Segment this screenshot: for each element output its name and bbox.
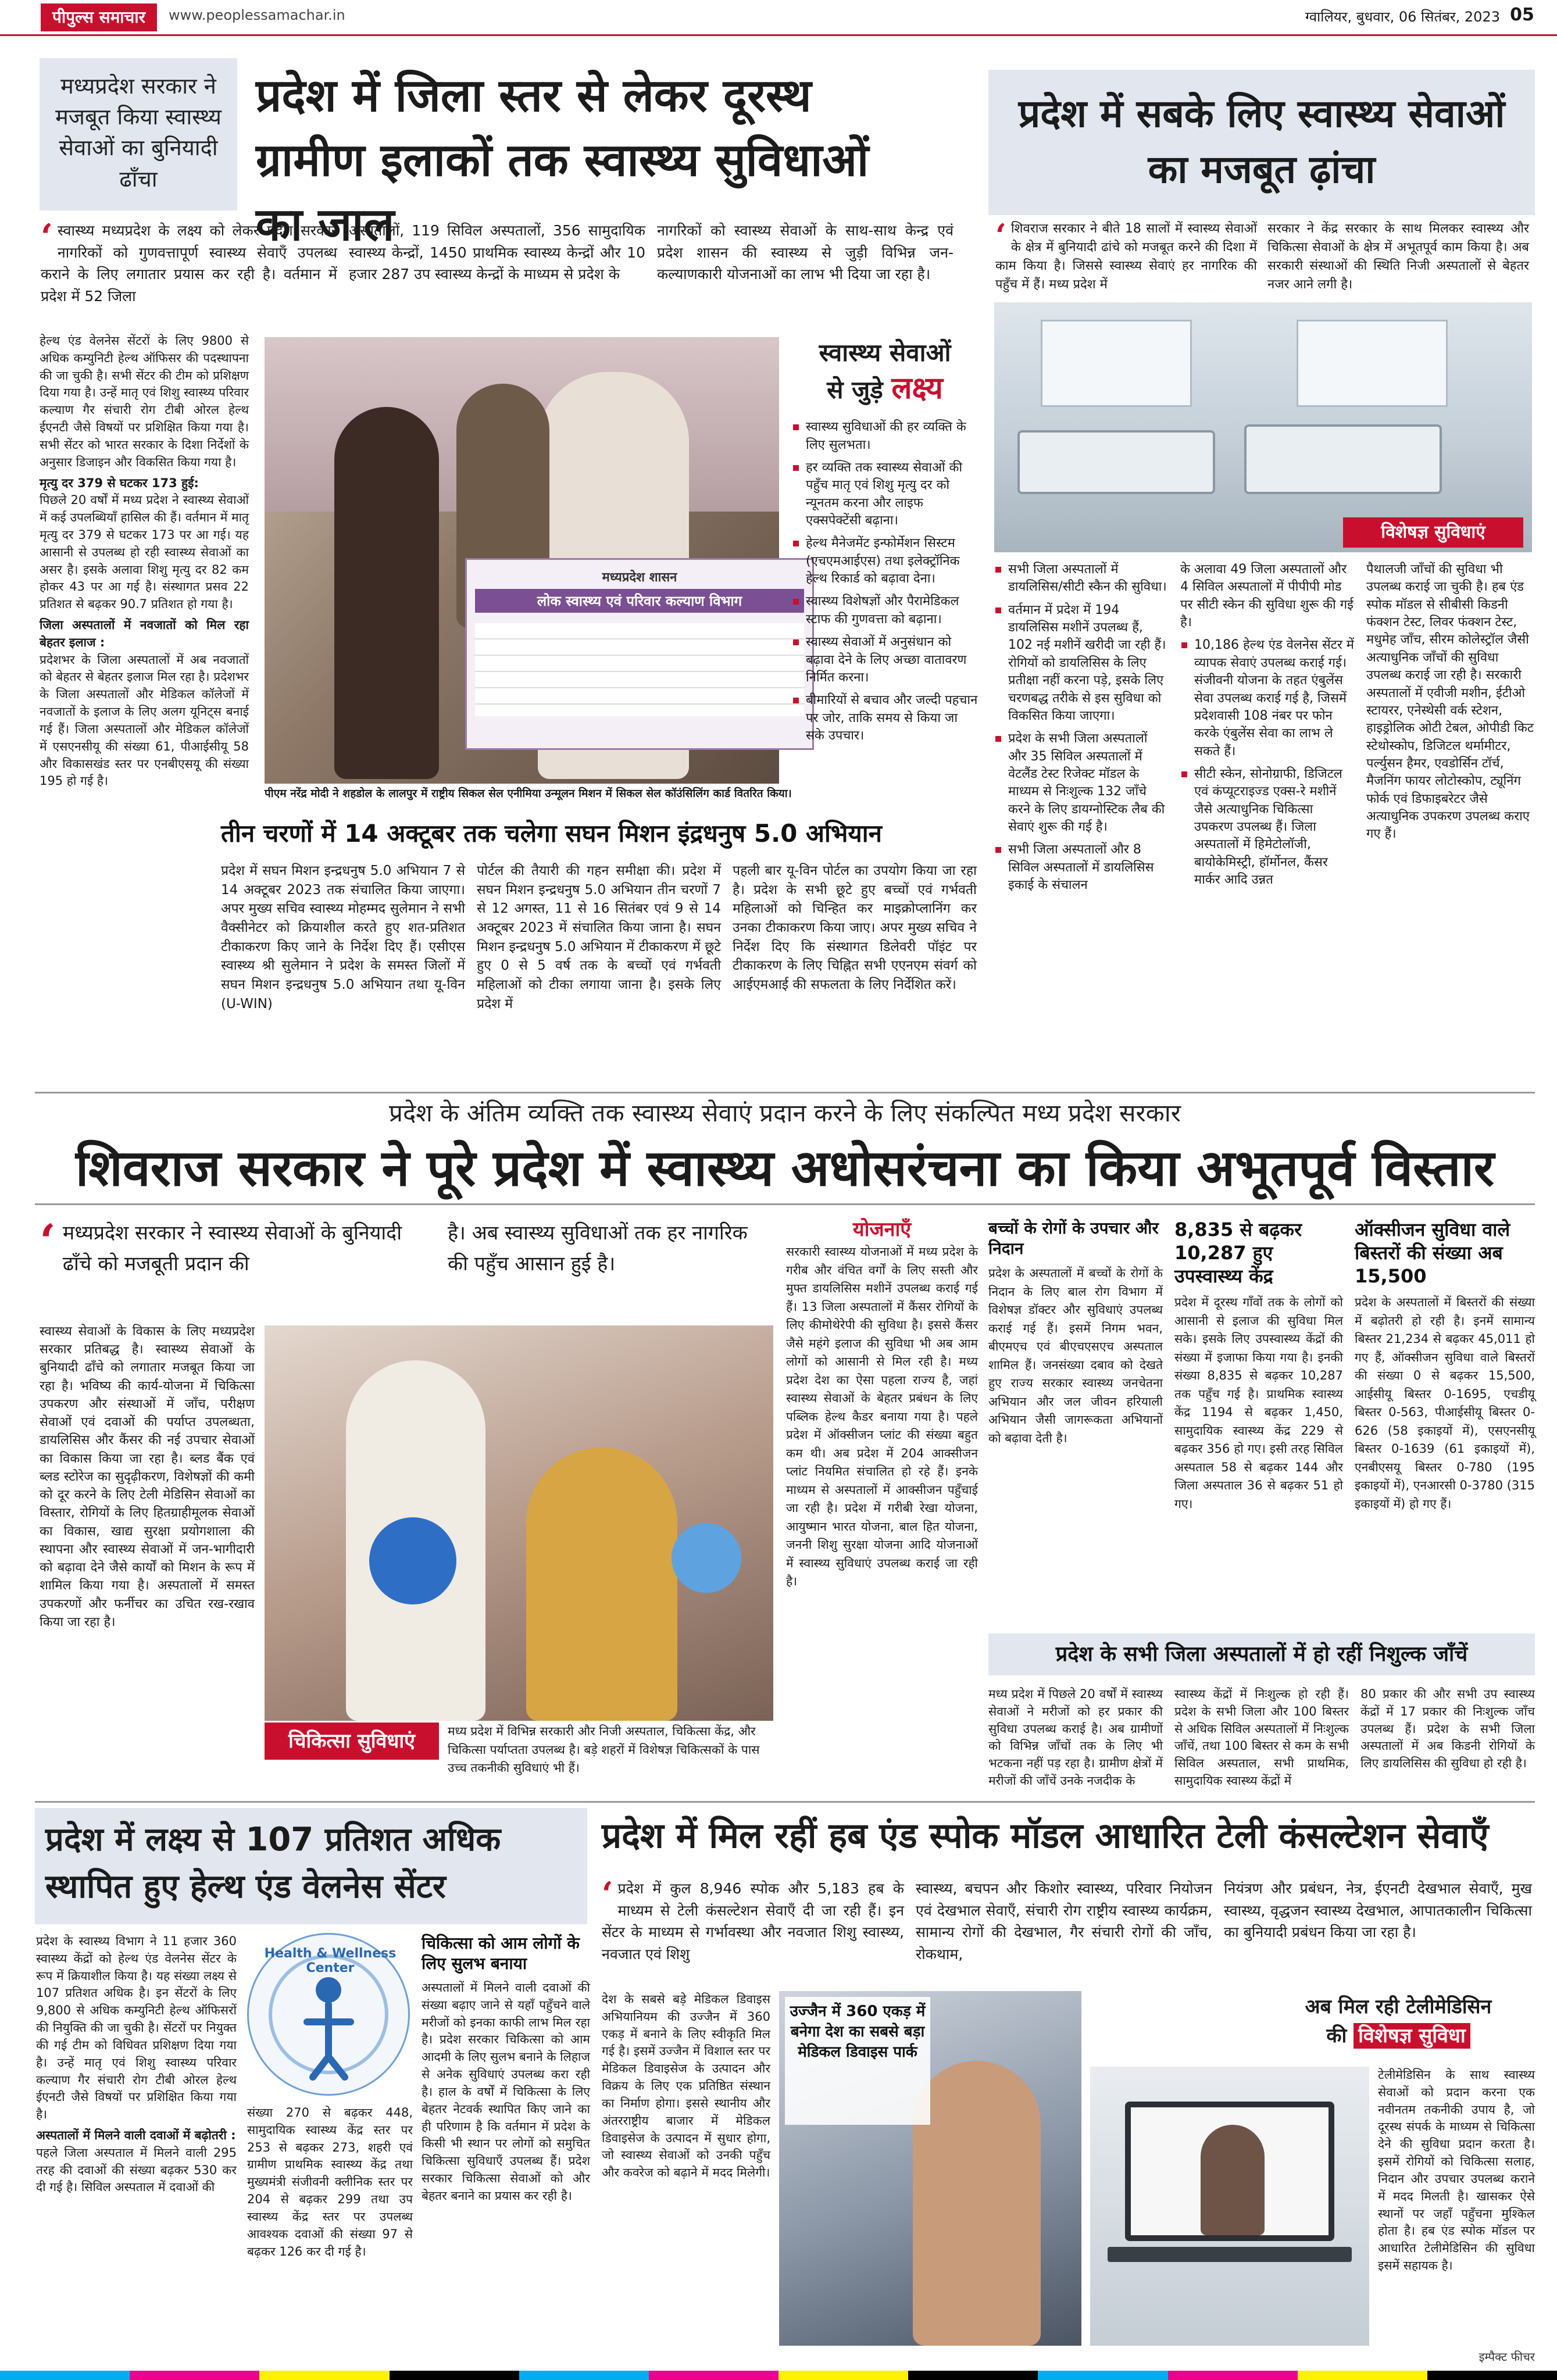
goals-title-prefix: से जुड़े	[827, 375, 883, 404]
wellness-body-h1: अस्पतालों में मिलने वाली दवाओं में बढ़ोतरी :	[36, 2128, 236, 2142]
right-top-col2-intro: के अलावा 49 जिला अस्पतालों और 4 सिविल अस्पतालों में पीपीपी मोड पर सीटी स्केन की सुविधा शुरू की गई है।	[1180, 562, 1354, 630]
subcenters-box	[1174, 1218, 1343, 1625]
list-item: प्रदेश के सभी जिला अस्पतालों और 35 सिविल अस्पतालों में वेटलैंड टेस्ट रिजेक्ट मॉडल के माध्यम से निःशुल्क 132 जाँचे करने के लिए डायग्नोस्टिक लैब की सेवाएं शुरू की गई है।	[994, 730, 1169, 836]
oxygen-box	[1355, 1218, 1535, 1625]
footer-credit: इम्पैक्ट फीचर	[1479, 2350, 1535, 2364]
article2-body: स्वास्थ्य सेवाओं के विकास के लिए मध्यप्रदेश सरकार प्रतिबद्ध है। स्वास्थ्य सेवाओं के बुनियादी ढाँचे को लगातार मजबूत किया जा रहा है। भविष्य की कार्य-योजना में चिकित्सा उपकरण और संस्थाओं में जाँच, परीक्षण सेवाओं एवं दवाओं की पर्याप्त उपलब्धता, डायलिसिस और कैंसर की नई उपचार सेवाओं का विकास किया जा रहा है। ब्लड बैंक एवं ब्लड स्टोरेज का सुदृढ़ीकरण, विशेषज्ञों की कमी को दूर करने के लिए टेली मेडिसिन सेवाओं का विस्तार, रोगियों के लिए हितग्राहीमूलक सेवाओं का विकास, खाद्य सुरक्षा प्रयोगशाला की स्थापना और स्वास्थ्य सेवाओं में जन-भागीदारी को बढ़ावा देने जैसे कार्यों को मिशन के रूप में शामिल किया गया है। अस्पतालों में समस्त उपकरणों और फर्नीचर का उचित रख-रखाव किया जा रहा है।	[40, 1324, 255, 1629]
free-tests-col1: मध्य प्रदेश में पिछले 20 वर्षों में स्वास्थ्य सेवाओं ने मरीजों को हर प्रकार की सुविधा उपलब्ध कराई है। अब ग्रामीणों को विभिन्न जाँचों तक के लिए भी भटकना नहीं पड़ रहा है। ग्रामीण क्षेत्रों में मरीजों की जाँचें उनके नजदीक के	[988, 1687, 1163, 1788]
device-park-photo	[779, 1991, 1081, 2346]
list-item: स्वास्थ्य सेवाओं में अनुसंधान को बढ़ावा देने के लिए अच्छा वातावरण निर्मित करना।	[792, 634, 978, 687]
color-registration-strip	[0, 2371, 1557, 2380]
right-top-lead-col1: ‘ शिवराज सरकार ने बीते 18 सालों में स्वास्थ्य सेवाओं के क्षेत्र में बुनियादी ढांचे को मजबूत करने की दिशा में काम किया है। जिससे स्वास्थ्य सेवाएं हर नागरिक की पहुँच में हैं। मध्य प्रदेश में	[995, 217, 1257, 292]
article1-body-h2: जिला अस्पतालों में नवजातों को मिल रहा बेहतर इलाज :	[40, 618, 249, 649]
balloon	[672, 1523, 741, 1593]
telecon-lead-col2: स्वास्थ्य, बचपन और किशोर स्वास्थ्य, परिवार नियोजन एवं देखभाल सेवाएँ, संचारी रोग राष्ट्रीय स्वास्थ्य कार्यक्रम, सामान्य रोगों की देखभाल, गैर संचारी रोगों की जाँच, रोकथाम,	[916, 1880, 1212, 1963]
ward-window	[1297, 320, 1448, 407]
goals-title-line1: स्वास्थ्य सेवाओं	[819, 338, 951, 367]
children-title: बच्चों के रोगों के उपचार और निदान	[988, 1218, 1159, 1258]
masthead	[0, 0, 1557, 36]
right-top-headline: प्रदेश में सबके लिए स्वास्थ्य सेवाओं का मजबूत ढ़ांचा	[1018, 91, 1505, 192]
laptop-screen	[1125, 2102, 1334, 2241]
card-lines	[475, 623, 804, 716]
laptop-photo	[1090, 2067, 1369, 2346]
subcenters-body: प्रदेश में दूरस्थ गाँवों तक के लोगों को आसानी से इलाज की सुविधा मिल सके। इसके लिए उपस्वास्थ्य केंद्रों की संख्या में इजाफा किया गया है। इनकी संख्या 8,835 से बढ़कर 10,287 तक पहुँच गई है। प्राथमिक स्वास्थ्य केंद्र 1194 से बढ़कर 1,450, सामुदायिक स्वास्थ्य केंद्र 229 से बढ़कर 356 हो गए। इसी तरह सिविल अस्पताल 58 से बढ़कर 144 और जिला अस्पताल 36 से बढ़कर 51 हो गए।	[1174, 1295, 1343, 1511]
sickle-cell-card	[465, 558, 814, 750]
telemedicine-title-prefix: की	[1326, 2024, 1347, 2048]
article1-lead-col2: अस्पतालों, 119 सिविल अस्पतालों, 356 सामुदायिक स्वास्थ्य केन्द्रों, 1450 प्राथमिक स्वास्थ्य केन्द्रों और 10 हजार 287 उप स्वास्थ्य केन्द्रों के माध्यम से प्रदेश के	[349, 222, 645, 283]
article1-lead-col3: नागरिकों को स्वास्थ्य सेवाओं के साथ-साथ केन्द्र एवं प्रदेश शासन की स्वास्थ्य से जुड़ी विभिन्न जन-कल्याणकारी योजनाओं का लाभ भी दिया जा रहा है।	[657, 222, 954, 283]
wellness-side-body: अस्पतालों में मिलने वाली दवाओं की संख्या बढ़ाए जाने से यहाँ पहुँचने वाले मरीजों को इनका काफी लाभ मिल रहा है। प्रदेश सरकार चिकित्सा को आम आदमी के लिए सुलभ बनाने के लिहाज से अनेक सुविधाएं उपलब्ध करा रही है। हाल के वर्षों में चिकित्सा के लिए बेहतर नेटवर्क स्थापित किए जाने का ही परिणाम है कि वर्तमान में प्रदेश के किसी भी स्थान पर लोगों को समुचित चिकित्सा सुविधाएँ उपलब्ध हैं। प्रदेश सरकार चिकित्सा सेवाओं को और बेहतर बनाने का प्रयास कर रही है।	[422, 1981, 590, 2203]
article1-body-p3: प्रदेशभर के जिला अस्पतालों में अब नवजातों को बेहतर से बेहतर इलाज मिल रहा है। प्रदेशभर के जिला अस्पतालों और मेडिकल कॉलेजों में नवजातों के इलाज के लिए अलग यूनिट्स बनाई गई हैं। जिला अस्पतालों और मेडिकल कॉलेजों में एसएनसीयू की संख्या 61, पीआईसीयू 58 और विकासखंड स्तर पर एनबीएसयू की संख्या 195 हो गई है।	[40, 652, 249, 788]
card-subtitle: लोक स्वास्थ्य एवं परिवार कल्याण विभाग	[475, 589, 804, 613]
article1-lead-col1: ‘ स्वास्थ्य मध्यप्रदेश के लक्ष्य को लेकर प्रदेश सरकार नागरिकों को गुणवत्तापूर्ण स्वास्थ्य सेवाएँ उपलब्ध कराने के लिए लगातार प्रयास कर रही है। वर्तमान में प्रदेश में 52 जिला	[41, 217, 337, 305]
wellness-logo	[247, 1933, 410, 2096]
laptop-base	[1108, 2247, 1352, 2262]
right-top-col2	[1180, 561, 1355, 1084]
balloon	[369, 1517, 456, 1604]
free-tests-col2: स्वास्थ्य केंद्रों में निःशुल्क हो रही हैं। प्रदेश के सभी जिला और 100 बिस्तर से अधिक सिविल अस्पतालों में निःशुल्क जाँचें, तथा 100 बिस्तर से कम के सभी सिविल अस्पताल, सभी प्राथमिक, सामुदायिक स्वास्थ्य केंद्रों में	[1174, 1687, 1349, 1788]
device-park-body: देश के सबसे बड़े मेडिकल डिवाइस अभियानियम की उज्जैन में 360 एकड़ में बनाने के लिए स्वीकृति मिल गई है। इसमें उज्जैन में विशाल स्तर पर मेडिकल डिवाइसेज के उत्पादन और विक्रय के लिए एक प्रतिष्ठित संस्थान का निर्माण होगा। इससे स्थानीय और अंतरराष्ट्रीय बाजार में मेडिकल डिवाइसेज के उत्पादन में सुधार होगा, जो स्वास्थ्य सेवाओं को उनकी पहुँच और कवरेज को बढ़ाने में मदद मिलेगी।	[602, 1992, 770, 2180]
dateline: ग्वालियर, बुधवार, 06 सितंबर, 2023	[1305, 9, 1500, 25]
website[interactable]: www.peoplessamachar.in	[169, 7, 345, 23]
page-number: 05	[1510, 5, 1534, 25]
telemedicine-body: टेलीमेडिसिन के साथ स्वास्थ्य सेवाओं को प्रदान करना एक नवीनतम तकनीकी उपाय है, जो दूरस्थ संपर्क के माध्यम से चिकित्सा देने की सुविधा प्रदान करता है। इसमें रोगियों को चिकित्सा सलाह, निदान और उपचार उपलब्ध कराने में मदद मिलती है। खासकर ऐसे स्थानों पर जहाँ पहुँचना मुश्किल होता है। हब एंड स्पोक मॉडल पर आधारित टेलीमेडिसिन की सुविधा इसमें सहायक है।	[1378, 2068, 1535, 2272]
list-item: सीटी स्केन, सोनोग्राफी, डिजिटल एवं कंप्यूटराइज्ड एक्स-रे मशीनें जैसे अत्याधुनिक चिकित्सा उपकरण उपलब्ध हैं। जिला अस्पतालों में हिमेटोलॉजी, बायोकेमिस्ट्री, हॉर्मोनल, कैंसर मार्कर आदि उन्नत	[1180, 766, 1355, 889]
divider	[35, 1092, 1535, 1093]
divider	[35, 1203, 1535, 1205]
children-box	[988, 1218, 1163, 1625]
pm-modi-photo-caption: पीएम नरेंद्र मोदी ने शहडोल के लालपुर में राष्ट्रीय सिकल सेल एनीमिया उन्मूलन मिशन में सिकल सेल कॉउंसिलिंग कार्ड वितरित किया।	[265, 787, 792, 800]
article1-body-h1: मृत्यु दर 379 से घटकर 173 हुई:	[40, 476, 199, 490]
telecon-headline: प्रदेश में मिल रहीं हब एंड स्पोक मॉडल आधारित टेली कंसल्टेशन सेवाएँ	[602, 1816, 1489, 1856]
specialist-facilities-tag: विशेषज्ञ सुविधाएं	[1343, 517, 1523, 548]
telemedicine-title-line1: अब मिल रही टेलीमेडिसिन	[1305, 1995, 1492, 2018]
person-silhouette	[334, 407, 439, 779]
article1-body-p1: हेल्थ एंड वेलनेस सेंटरों के लिए 9800 से अधिक कम्युनिटी हेल्थ ऑफिसर की पदस्थापना की जा चुकी है। सभी सेंटर की टीम को प्रशिक्षण दिया गया है। उन्हें मातृ एवं शिशु स्वास्थ्य परिवार कल्याण गैर संचारी रोग टीबी ओरल हेल्थ ईएनटी जैसे विषयों पर प्रशिक्षित किया गया है। सभी सेंटर को भारत सरकार के दिशा निर्देशों के अनुसार डिजाइन और विकसित किया गया है।	[40, 334, 249, 469]
subcenters-title: 8,835 से बढ़कर 10,287 हुए उपस्वास्थ्य केंद्र	[1174, 1218, 1302, 1287]
right-top-lead-col2: सरकार ने केंद्र सरकार के साथ मिलकर स्वास्थ्य और चिकित्सा सेवाओं के क्षेत्र में अभूतपूर्व काम किया है। अब सरकारी संस्थाओं की स्थिति निजी अस्पतालों से बेहतर नजर आने लगी है।	[1267, 221, 1529, 292]
telemedicine-title-line2	[1262, 2022, 1535, 2050]
goals-title-red: लक्ष्य	[891, 370, 943, 406]
free-tests-col3: 80 प्रकार की और सभी उप स्वास्थ्य केंद्रों में 17 प्रकार की निःशुल्क जाँच उपलब्ध हैं। प्रदेश के सभी जिला अस्पतालों में अब किडनी रोगियों के लिए डायलिसिस की सुविधा हो रही है।	[1360, 1687, 1535, 1771]
mission-col3: पहली बार यू-विन पोर्टल का उपयोग किया जा रहा है। प्रदेश के सभी छूटे हुए बच्चों एवं गर्भवती महिलाओं को चिन्हित कर माइक्रोप्लानिंग कर उनका टीकाकरण किया जाए। अपर मुख्य सचिव ने निर्देश दिए कि संस्थागत डिलेवरी पॉइंट पर टीकाकरण के लिए चिह्नित सभी एएनएम संवर्ग को आईएमआई की सफलता के लिए निर्देशित करें।	[733, 863, 977, 992]
person-silhouette	[526, 1448, 677, 1721]
intro-box: मध्यप्रदेश सरकार ने मजबूत किया स्वास्थ्य सेवाओं का बुनियादी ढाँचा	[40, 58, 237, 210]
schemes-body: सरकारी स्वास्थ्य योजनाओं में मध्य प्रदेश के गरीब और वंचित वर्गों के लिए सस्ती और मुफ्त डायलिसिस मशीनें उपलब्ध कराई गई हैं। 13 जिला अस्पतालों में कैंसर रोगियों के लिए कीमोथेरेपी की सुविधा है। इससे कैंसर जैसे महंगे इलाज की सुविधा भी अब आम लोगों को आसानी से मिल रही है। मध्य प्रदेश देश का ऐसा पहला राज्य है, जहां स्वास्थ्य सेवाओं के बेहतर प्रबंधन के लिए पब्लिक हेल्थ कैडर बनाया गया है। पहले प्रदेश में ऑक्सीजन प्लांट की संख्या बहुत कम थी। अब प्रदेश में 204 आक्सीजन प्लांट नियमित संचालित हो रहे हैं। इनके माध्यम से अस्पतालों में आक्सीजन पहुँचाई जा रही है। प्रदेश में गरीबी रेखा योजना, आयुष्मान भारत योजना, बाल हित योजना, जननी शिशु सुरक्षा योजना आदि योजनाओं में स्वास्थ्य सुविधाएं उपलब्ध कराई जा रही है।	[786, 1245, 978, 1588]
article1-body	[40, 333, 249, 1082]
oxygen-body: प्रदेश के अस्पतालों में बिस्तरों की संख्या में बढ़ोतरी हो रही है। इनमें सामान्य बिस्तर 21,234 से बढ़कर 45,011 हो गए हैं, ऑक्सीजन सुविधा वाले बिस्तरों की संख्या 0 से बढ़कर 15,500, आईसीयू बिस्तर 0-1695, एचडीयू बिस्तर 0-563, पीआईसीयू बिस्तर 0-626 (58 इकाइयों में), एसएनसीयू बिस्तर 0-1639 (61 इकाइयों में), एनबीएसयू बिस्तर 0-780 (195 इकाइयों में), एनआरसी 0-3780 (315 इकाइयों में) हो गए हैं।	[1355, 1295, 1535, 1511]
polio-drops-photo	[265, 1325, 773, 1721]
article1-headline: प्रदेश में जिला स्तर से लेकर दूरस्थ ग्रामीण इलाकों तक स्वास्थ्य सुविधाओं का जाल	[256, 70, 869, 251]
wellness-headline-box	[35, 1808, 587, 1924]
mission-headline: तीन चरणों में 14 अक्टूबर तक चलेगा सघन मिशन इंद्रधनुष 5.0 अभियान	[221, 819, 882, 848]
telemedicine-title-box	[1262, 1991, 1535, 2061]
right-top-col2-list	[1180, 637, 1355, 889]
telecon-lead-col1: ‘ प्रदेश में कुल 8,946 स्पोक और 5,183 हब के माध्यम से टेली कंसल्टेशन सेवाएँ दी जा रही हैं। इन सेंटर के माध्यम से गर्भावस्था और नवजात शिशु स्वास्थ्य, नवजात एवं शिशु	[602, 1875, 904, 1963]
wellness-side-box	[422, 1933, 590, 2340]
wellness-side-title: चिकित्सा को आम लोगों के लिए सुलभ बनाया	[422, 1934, 580, 1973]
goals-box	[792, 337, 978, 814]
hospital-bed	[1244, 424, 1442, 494]
goals-list	[792, 419, 978, 745]
wellness-body	[36, 1933, 237, 2340]
right-top-col1	[994, 561, 1169, 1084]
wellness-headline: प्रदेश में लक्ष्य से 107 प्रतिशत अधिक स्थापित हुए हेल्थ एंड वेलनेस सेंटर	[45, 1821, 501, 1906]
quote-mark-icon: ‘	[602, 1875, 613, 1913]
pm-modi-photo	[265, 337, 779, 784]
right-top-col3: पैथालजी जाँचों की सुविधा भी उपलब्ध कराई जा चुकी है। हब एंड स्पोक मॉडल से सीबीसी किडनी फंक्शन टेस्ट, लिवर फंक्शन टेस्ट, मधुमेह जाँच, सीरम कोलेस्ट्रॉल जैसी अत्याधुनिक जाँचों की सुविधा उपलब्ध कराई जा रही है। सरकारी अस्पतालों में एवीजी मशीन, ईटीओ स्टायरर, एनेस्थेसी वर्क स्टेशन, हाइड्रोलिक ओटी टेबल, ओपीडी किट स्टेथोस्कोप, डिजिटल थर्मामीटर, पर्ल्युसन हैमर, एवडोर्सिन टॉर्च, मैजनिंग फायर लोटोस्कोप, ट्यूनिंग फोर्क एवं डिफाइबरेटर जैसे अत्याधुनिक उपकरण उपलब्ध कराए गए हैं।	[1366, 562, 1534, 842]
oxygen-title: ऑक्सीजन सुविधा वाले बिस्तरों की संख्या अब 15,500	[1355, 1218, 1510, 1287]
hospital-ward-photo	[994, 302, 1532, 552]
wellness-col2: संख्या 270 से बढ़कर 448, सामुदायिक स्वास्थ्य केंद्र स्तर पर 253 से बढ़कर 273, शहरी एवं ग्रामीण प्राथमिक स्वास्थ्य केंद्र तथा मुख्यमंत्री संजीवनी क्लीनिक स्तर पर 204 से बढ़कर 299 तथा उप स्वास्थ्य केंद्र स्तर पर उपलब्ध आवश्यक दवाओं की संख्या 97 से बढ़कर 126 कर दी गई है।	[247, 2106, 413, 2259]
list-item: वर्तमान में प्रदेश में 194 डायलिसिस मशीनें उपलब्ध हैं, 102 नई मशीनें खरीदी जा रही हैं। रोगियों को डायलिसिस के लिए प्रतीक्षा नहीं करना पड़े, इसके लिए चरणबद्ध तरीके से इस सुविधा को विकसित किया जाएगा।	[994, 602, 1169, 726]
list-item: हर व्यक्ति तक स्वास्थ्य सेवाओं की पहुँच मातृ एवं शिशु मृत्यु दर को न्यूनतम करना और लाइफ एक्सपेक्टेंसी बढ़ाना।	[792, 459, 978, 530]
ward-window	[1041, 320, 1192, 407]
list-item: स्वास्थ्य सुविधाओं की हर व्यक्ति के लिए सुलभता।	[792, 419, 978, 454]
medical-facilities-tag: चिकित्सा सुविधाएं	[265, 1723, 439, 1760]
quote-mark-icon: ‘	[995, 217, 1006, 254]
telemedicine-box	[1090, 1991, 1535, 2346]
schemes-title: योजनाएँ	[852, 1218, 912, 1241]
wellness-logo-text: Health & Wellness Center	[264, 1946, 397, 1975]
article1-body-p2: पिछले 20 वर्षों में मध्य प्रदेश ने स्वास्थ्य सेवाओं में कई उपलब्धियाँ हासिल की हैं। वर्तमान में मातृ मृत्यु दर 379 से घटकर 173 पर आ गई। यह आसानी से उपलब्ध हो रही स्वास्थ्य सेवाओं का असर है। इसके अलावा शिशु मृत्यु दर 82 कम होकर 43 पर आ गई है। संस्थागत प्रसव 22 प्रतिशत से बढ़कर 90.7 प्रतिशत हो गया है।	[40, 493, 249, 612]
doctor-silhouette	[1201, 2125, 1265, 2235]
divider	[35, 1801, 1535, 1803]
telecon-lead-col3: नियंत्रण और प्रबंधन, नेत्र, ईएनटी देखभाल सेवाएँ, मुख स्वास्थ्य, वृद्धजन स्वास्थ्य देखभाल, आपातकालीन चिकित्सा का बुनियादी प्रबंधन किया जा रहा है।	[1224, 1880, 1532, 1941]
list-item: स्वास्थ्य विशेषज्ञों और पैरामेडिकल स्टाफ की गुणवत्ता को बढ़ाना।	[792, 593, 978, 628]
article2-quote-col2: है। अब स्वास्थ्य सुविधाओं तक हर नागरिक की पहुँच आसान हुई है।	[448, 1221, 748, 1275]
center-banner-kicker: प्रदेश के अंतिम व्यक्ति तक स्वास्थ्य सेवाएं प्रदान करने के लिए संकल्पित मध्य प्रदेश सरकार	[389, 1099, 1181, 1127]
wellness-body-p2: पहले जिला अस्पताल में मिलने वाली 295 तरह की दवाओं की संख्या बढ़कर 530 कर दी गई है। सिविल अस्पताल में दवाओं की	[36, 2145, 237, 2195]
list-item: हेल्थ मैनेजमेंट इन्फोर्मेशन सिस्टम (एचएमआईएस) तथा इलेक्ट्रॉनिक हेल्थ रिकार्ड को बढ़ावा देना।	[792, 535, 978, 588]
mission-col1: प्रदेश में सघन मिशन इन्द्रधनुष 5.0 अभियान 7 से 14 अक्टूबर 2023 तक संचालित किया जाएगा। अपर मुख्य सचिव स्वास्थ्य मोहम्मद सुलेमान ने सभी वैक्सीनेटर को क्रियाशील करते हुए शत-प्रतिशत टीकाकरण किए जाने के निर्देश दिए हैं। एसीएस स्वास्थ्य श्री सुलेमान ने प्रदेश के समस्त जिलों में सघन मिशन इन्द्रधनुष 5.0 अभियान तथा यू-विन (U-WIN)	[221, 863, 465, 1012]
children-body: प्रदेश के अस्पतालों में बच्चों के रोगों के निदान के लिए बाल रोग विभाग में विशेषज्ञ डॉक्टर और सुविधाएं उपलब्ध कराई गई हैं। इसमें निगम भवन, बीएमएच एवं बीएचएसएच अस्पताल शामिल हैं। जनसंख्या दबाव को देखते हुए राज्य सरकार स्वास्थ्य जनचेतना अभियान और जल जीवन हरियाली अभियान जैसी जागरूकता अभियानों को बढ़ावा देती है।	[988, 1266, 1163, 1445]
quote-mark-icon: ‘	[41, 217, 53, 258]
telemedicine-title-red: विशेषज्ञ सुविधा	[1354, 2023, 1470, 2049]
list-item: बीमारियों से बचाव और जल्दी पहचान पर जोर, ताकि समय से किया जा सके उपचार।	[792, 692, 978, 745]
article2-quote-col1: ‘ मध्यप्रदेश सरकार ने स्वास्थ्य सेवाओं के बुनियादी ढाँचे को मजबूती प्रदान की	[40, 1214, 402, 1275]
free-tests-headline: प्रदेश के सभी जिला अस्पतालों में हो रहीं निशुल्क जाँचें	[1055, 1642, 1468, 1666]
goals-title-line2	[792, 369, 978, 409]
list-item: सभी जिला अस्पतालों में डायलिसिस/सीटी स्कैन की सुविधा।	[994, 561, 1169, 596]
person-silhouette	[913, 2061, 1041, 2346]
schemes-box	[786, 1215, 978, 1773]
quote-mark-icon: ‘	[40, 1214, 56, 1268]
hospital-bed	[1017, 430, 1215, 494]
logo: पीपुल्स समाचार	[41, 3, 157, 31]
polio-drops-photo-caption: मध्य प्रदेश में विभिन्न सरकारी और निजी अस्पताल, चिकित्सा केंद्र, और चिकित्सा पर्याप्तता उपलब्ध है। बड़े शहरों में विशेषज्ञ चिकित्सकों के पास उच्च तकनीकी सुविधाएं भी हैं।	[448, 1724, 760, 1775]
right-top-headline-box	[988, 70, 1535, 215]
device-park-overlay: उज्जैन में 360 एकड़ में बनेगा देश का सबसे बड़ा मेडिकल डिवाइस पार्क	[785, 1997, 930, 2125]
mission-col2: पोर्टल की तैयारी की गहन समीक्षा की। प्रदेश में सघन मिशन इन्द्रधनुष 5.0 अभियान तीन चरणों 7 से 12 अगस्त, 11 से 16 सितंबर एवं 9 से 14 अक्टूबर 2023 में संचालित किया जाना है। सघन मिशन इन्द्रधनुष 5.0 अभियान में टीकाकरण में छूटे हुए 0 से 5 वर्ष तक के बच्चों एवं गर्भवती महिलाओं को टीका लगाया जाना है। इसके लिए प्रदेश में	[477, 863, 721, 1012]
free-tests-headline-box	[988, 1634, 1535, 1675]
list-item: 10,186 हेल्थ एंड वेलनेस सेंटर में व्यापक सेवाएं उपलब्ध कराई गई। संजीवनी योजना के तहत एंबुलेंस सेवा उपलब्ध कराई गई है, जिसमें प्रदेशवासी 108 नंबर पर फोन करके एंबुलेंस सेवा का लाभ ले सकते हैं।	[1180, 637, 1355, 760]
list-item: सभी जिला अस्पतालों और 8 सिविल अस्पतालों में डायलिसिस इकाई के संचालन	[994, 841, 1169, 894]
card-title: मध्यप्रदेश शासन	[602, 570, 677, 585]
wellness-body-p1: प्रदेश के स्वास्थ्य विभाग ने 11 हजार 360 स्वास्थ्य केंद्रों को हेल्थ एंड वेलनेस सेंटर के रूप में क्रियाशील किया है। यह संख्या लक्ष्य से 107 प्रतिशत अधिक है। इन सेंटरों के लिए 9,800 से अधिक कम्युनिटी हेल्थ ऑफिसरों की नियुक्ति की जा चुकी है। सेंटरों पर नियुक्त की गई टीम को विधिवत प्रशिक्षण दिया गया है। उन्हें मातृ एवं शिशु स्वास्थ्य परिवार कल्याण गैर संचारी रोग टीबी ओरल हेल्थ ईएनटी जैसे विषयों पर प्रशिक्षित किया गया है।	[36, 1934, 237, 2122]
center-banner-headline: शिवराज सरकार ने पूरे प्रदेश में स्वास्थ्य अधोसरंचना का किया अभूतपूर्व विस्तार	[75, 1139, 1495, 1198]
